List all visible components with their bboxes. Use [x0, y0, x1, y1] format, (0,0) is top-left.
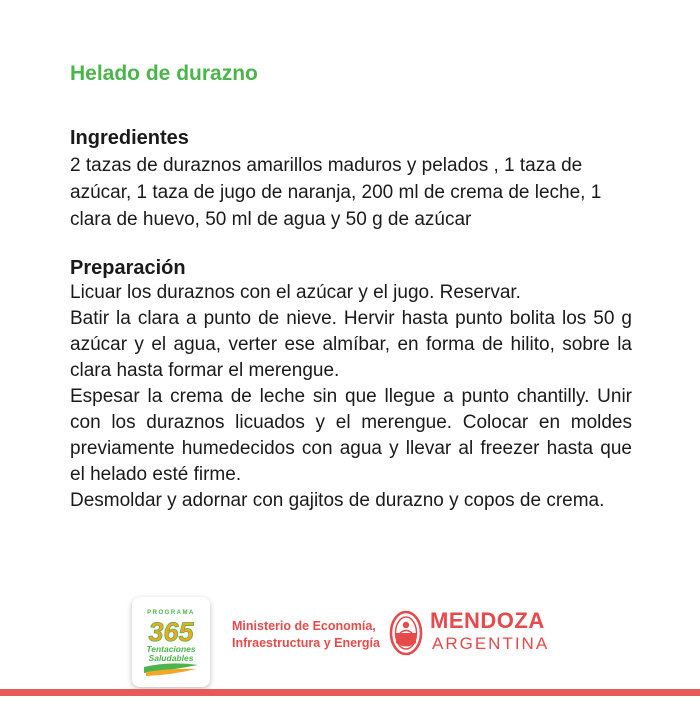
- section-spacer: [70, 233, 632, 256]
- mendoza-seal-icon: [389, 610, 423, 656]
- program-number: 365: [148, 617, 194, 647]
- ministry-line-2: Infraestructura y Energía: [232, 636, 380, 650]
- bottom-color-bar: [0, 689, 700, 696]
- program-line1: Tentaciones: [146, 644, 196, 654]
- footer: [0, 597, 700, 697]
- preparation-step: Desmoldar y adornar con gajitos de durazno y copos de crema.: [70, 490, 605, 511]
- ingredients-heading: Ingredientes: [70, 127, 189, 149]
- preparation-step: Licuar los duraznos con el azúcar y el jugo. Reservar.: [70, 282, 521, 303]
- province-name: MENDOZA: [430, 608, 545, 633]
- preparation-step: Espesar la crema de leche sin que llegue a punto chantilly. Unir con los duraznos licuados y el merengue. Colocar en moldes previamente humedecidos con agua y llevar al freezer hasta que el helado esté firme.: [70, 386, 632, 485]
- country-name: ARGENTINA: [432, 634, 550, 653]
- ingredients-text: 2 tazas de duraznos amarillos maduros y pelados , 1 taza de azúcar, 1 taza de jugo de naranja, 200 ml de crema de leche, 1 clara de huevo, 50 ml de agua y 50 g de azúcar: [70, 155, 602, 230]
- preparation-step: Batir la clara a punto de nieve. Hervir hasta punto bolita los 50 g azúcar y el agua, verter ese almíbar, en forma de hilito, sobre la clara hasta formar el merengue.: [70, 308, 632, 381]
- program-line2: Saludables: [148, 653, 194, 663]
- program-365-logo-icon: [132, 597, 210, 687]
- ministry-line-1: Ministerio de Economía,: [232, 619, 376, 633]
- program-label: PROGRAMA: [147, 610, 195, 616]
- preparation-heading: Preparación: [70, 257, 186, 279]
- ministry-name: [232, 618, 392, 652]
- recipe-content: [70, 60, 632, 514]
- recipe-title: Helado de durazno: [70, 62, 258, 85]
- program-365-logo: [132, 597, 210, 687]
